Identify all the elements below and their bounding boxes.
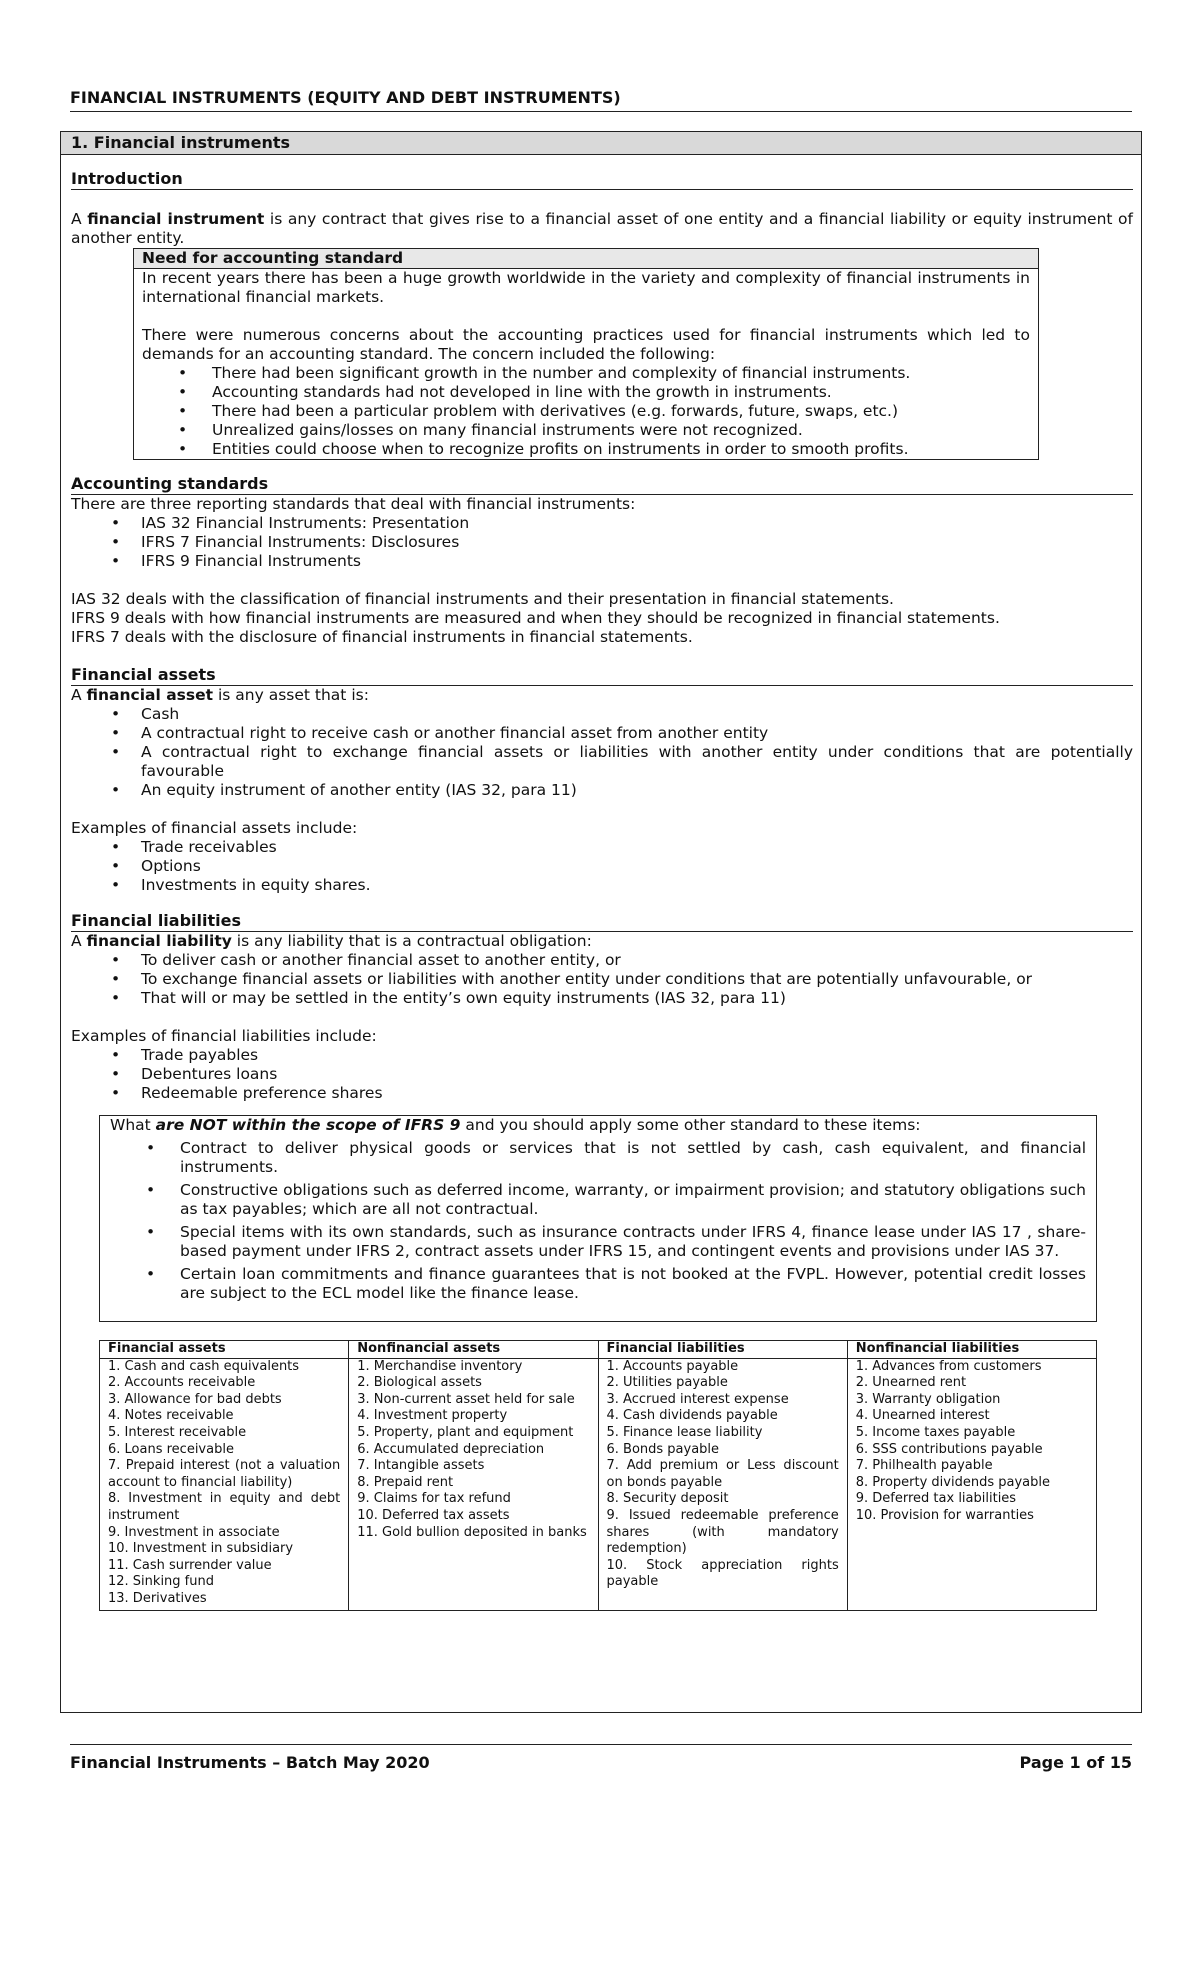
list-item: 8. Prepaid rent <box>357 1474 454 1490</box>
liabilities-def-prefix: A <box>71 932 87 950</box>
col-nonfinancial-liabilities <box>847 1358 1096 1610</box>
liabilities-def-term: financial liability <box>86 932 232 950</box>
list-item: • Accounting standards had not developed in line with the growth in instruments. <box>142 383 1030 402</box>
list-item: 1. Accounts payable <box>606 1358 739 1374</box>
page-header: FINANCIAL INSTRUMENTS (EQUITY AND DEBT INSTRUMENTS) <box>70 88 1132 112</box>
list-item: 2. Accounts receivable <box>108 1375 256 1391</box>
col-header-nonfinancial-liabilities: Nonfinancial liabilities <box>847 1341 1096 1359</box>
list-item: • IFRS 7 Financial Instruments: Disclosures <box>71 533 1133 552</box>
scope-lead-emphasis: are NOT within the scope of IFRS 9 <box>155 1116 461 1134</box>
list-item: • Contract to deliver physical goods or services that is not settled by cash, cash equivalent, and financial instruments. <box>110 1139 1086 1177</box>
col-header-financial-liabilities: Financial liabilities <box>598 1341 847 1359</box>
list-item: 8. Property dividends payable <box>855 1474 1050 1490</box>
list-item: • An equity instrument of another entity (IAS 32, para 11) <box>71 781 1133 800</box>
list-item: • Unrealized gains/losses on many financial instruments were not recognized. <box>142 421 1030 440</box>
table-row <box>100 1358 1097 1610</box>
list-item: • Investments in equity shares. <box>71 876 1133 895</box>
scope-box-list <box>110 1139 1086 1303</box>
list-item: 7. Add premium or Less discount on bonds payable <box>606 1458 839 1490</box>
list-item: 10. Investment in subsidiary <box>108 1541 294 1557</box>
footer-title: Financial Instruments – Batch May 2020 <box>70 1753 430 1772</box>
intro-def-rest: is any contract that gives rise to a financial asset of one entity and a financial liability or equity instrument of another entity. <box>71 210 1133 247</box>
list-item: • Options <box>71 857 1133 876</box>
standards-line-ifrs9: IFRS 9 deals with how financial instruments are measured and when they should be recognized in financial statements. <box>71 609 1000 627</box>
list-item: 8. Security deposit <box>606 1491 729 1507</box>
list-item: • A contractual right to receive cash or another financial asset from another entity <box>71 724 1133 743</box>
list-item: 2. Utilities payable <box>606 1375 728 1391</box>
list-item: 13. Derivatives <box>108 1590 207 1606</box>
liabilities-list <box>71 951 1133 1008</box>
assets-list <box>71 705 1133 800</box>
list-item: 1. Merchandise inventory <box>357 1358 523 1374</box>
list-item: 9. Deferred tax liabilities <box>855 1491 1017 1507</box>
list-item: • There had been significant growth in the number and complexity of financial instruments. <box>142 364 1030 383</box>
intro-def-term: financial instrument <box>87 210 265 228</box>
list-item: 4. Unearned interest <box>855 1408 990 1424</box>
col-financial-liabilities <box>598 1358 847 1610</box>
list-item: 3. Warranty obligation <box>855 1391 1001 1407</box>
list-item: 5. Finance lease liability <box>606 1424 763 1440</box>
list-item: 10. Stock appreciation rights payable <box>606 1557 839 1590</box>
list-item: 7. Prepaid interest (not a valuation account to financial liability) <box>108 1458 341 1490</box>
list-item: • There had been a particular problem with derivatives (e.g. forwards, future, swaps, etc.) <box>142 402 1030 421</box>
col-header-financial-assets: Financial assets <box>100 1341 349 1359</box>
list-item: 10. Deferred tax assets <box>357 1507 510 1523</box>
standards-heading: Accounting standards <box>71 474 1133 495</box>
assets-definition <box>71 686 1133 705</box>
list-item: 4. Notes receivable <box>108 1408 234 1424</box>
standards-list <box>71 514 1133 571</box>
intro-definition <box>71 210 1133 248</box>
scope-lead-prefix: What <box>110 1116 156 1134</box>
assets-def-rest: is any asset that is: <box>213 686 369 704</box>
page-footer <box>70 1744 1132 1772</box>
assets-examples-list <box>71 838 1133 895</box>
assets-def-prefix: A <box>71 686 87 704</box>
standards-lead: There are three reporting standards that deal with financial instruments: <box>71 495 636 513</box>
assets-examples-lead: Examples of financial assets include: <box>71 819 358 837</box>
intro-heading: Introduction <box>71 169 1133 190</box>
liabilities-heading: Financial liabilities <box>71 911 1133 932</box>
liabilities-examples-list <box>71 1046 1133 1103</box>
list-item: 3. Accrued interest expense <box>606 1391 789 1407</box>
scope-lead-rest: and you should apply some other standard to these items: <box>460 1116 921 1134</box>
table-header-row <box>100 1341 1097 1359</box>
need-box <box>133 248 1039 460</box>
need-box-list <box>142 364 1030 459</box>
list-item: 12. Sinking fund <box>108 1574 214 1590</box>
col-financial-assets <box>100 1358 349 1610</box>
col-nonfinancial-assets <box>349 1358 598 1610</box>
col-header-nonfinancial-assets: Nonfinancial assets <box>349 1341 598 1359</box>
list-item: 5. Income taxes payable <box>855 1424 1016 1440</box>
list-item: • Certain loan commitments and finance guarantees that is not booked at the FVPL. However, potential credit losses are subject to the ECL model like the finance lease. <box>110 1265 1086 1303</box>
list-item: 4. Investment property <box>357 1408 508 1424</box>
list-item: 10. Provision for warranties <box>855 1507 1034 1523</box>
list-item: 6. SSS contributions payable <box>855 1441 1043 1457</box>
list-item: 9. Investment in associate <box>108 1524 280 1540</box>
list-item: • Debentures loans <box>71 1065 1133 1084</box>
list-item: 3. Allowance for bad debts <box>108 1391 282 1407</box>
list-item: 9. Claims for tax refund <box>357 1491 511 1507</box>
list-item: 6. Loans receivable <box>108 1441 234 1457</box>
list-item: • Special items with its own standards, such as insurance contracts under IFRS 4, finance lease under IAS 17 , share-based payment under IFRS 2, contract assets under IFRS 15, and contingent events and provisions under IAS 37. <box>110 1223 1086 1261</box>
assets-heading: Financial assets <box>71 665 1133 686</box>
list-item: 1. Advances from customers <box>855 1358 1042 1374</box>
liabilities-examples-lead: Examples of financial liabilities include: <box>71 1027 377 1045</box>
need-box-para2: There were numerous concerns about the accounting practices used for financial instruments which led to demands for an accounting standard. The concern included the following: <box>142 326 1030 363</box>
list-item: 11. Gold bullion deposited in banks <box>357 1524 587 1540</box>
standards-line-ias32: IAS 32 deals with the classification of financial instruments and their presentation in financial statements. <box>71 590 894 608</box>
list-item: 2. Biological assets <box>357 1375 482 1391</box>
list-item: • That will or may be settled in the entity’s own equity instruments (IAS 32, para 11) <box>71 989 1133 1008</box>
list-item: 9. Issued redeemable preference shares (with mandatory redemption) <box>606 1507 839 1557</box>
list-item: 5. Interest receivable <box>108 1424 247 1440</box>
list-item: • To deliver cash or another financial asset to another entity, or <box>71 951 1133 970</box>
list-item: 5. Property, plant and equipment <box>357 1424 574 1440</box>
list-item: 7. Philhealth payable <box>855 1458 993 1474</box>
list-item: • IAS 32 Financial Instruments: Presentation <box>71 514 1133 533</box>
content-body <box>61 169 1141 1611</box>
liabilities-def-rest: is any liability that is a contractual obligation: <box>231 932 592 950</box>
list-item: 2. Unearned rent <box>855 1375 967 1391</box>
list-item: 6. Accumulated depreciation <box>357 1441 545 1457</box>
list-item: 4. Cash dividends payable <box>606 1408 778 1424</box>
standards-line-ifrs7: IFRS 7 deals with the disclosure of financial instruments in financial statements. <box>71 628 693 646</box>
page-number: Page 1 of 15 <box>1019 1753 1132 1772</box>
list-item: • Trade receivables <box>71 838 1133 857</box>
need-box-para1: In recent years there has been a huge growth worldwide in the variety and complexity of financial instruments in international financial markets. <box>142 269 1030 306</box>
list-item: • Cash <box>71 705 1133 724</box>
list-item: 1. Cash and cash equivalents <box>108 1358 300 1374</box>
liabilities-definition <box>71 932 1133 951</box>
list-item: 8. Investment in equity and debt instrument <box>108 1491 341 1523</box>
content-frame <box>60 131 1142 1713</box>
list-item: 3. Non-current asset held for sale <box>357 1391 575 1407</box>
scope-box-lead <box>110 1116 1086 1135</box>
list-item: 7. Intangible assets <box>357 1458 485 1474</box>
list-item: • Entities could choose when to recognize profits on instruments in order to smooth profits. <box>142 440 1030 459</box>
list-item: • Constructive obligations such as deferred income, warranty, or impairment provision; and statutory obligations such as tax payables; which are all not contractual. <box>110 1181 1086 1219</box>
list-item: 6. Bonds payable <box>606 1441 720 1457</box>
list-item: • IFRS 9 Financial Instruments <box>71 552 1133 571</box>
classification-table <box>99 1340 1097 1611</box>
section-title: 1. Financial instruments <box>61 132 1141 155</box>
scope-box <box>99 1115 1097 1322</box>
list-item: • Trade payables <box>71 1046 1133 1065</box>
list-item: • To exchange financial assets or liabilities with another entity under conditions that are potentially unfavourable, or <box>71 970 1133 989</box>
assets-def-term: financial asset <box>86 686 214 704</box>
list-item: • A contractual right to exchange financial assets or liabilities with another entity under conditions that are potentially favourable <box>71 743 1133 781</box>
need-box-title: Need for accounting standard <box>134 249 1038 269</box>
list-item: • Redeemable preference shares <box>71 1084 1133 1103</box>
intro-def-prefix: A <box>71 210 88 228</box>
list-item: 11. Cash surrender value <box>108 1557 272 1573</box>
